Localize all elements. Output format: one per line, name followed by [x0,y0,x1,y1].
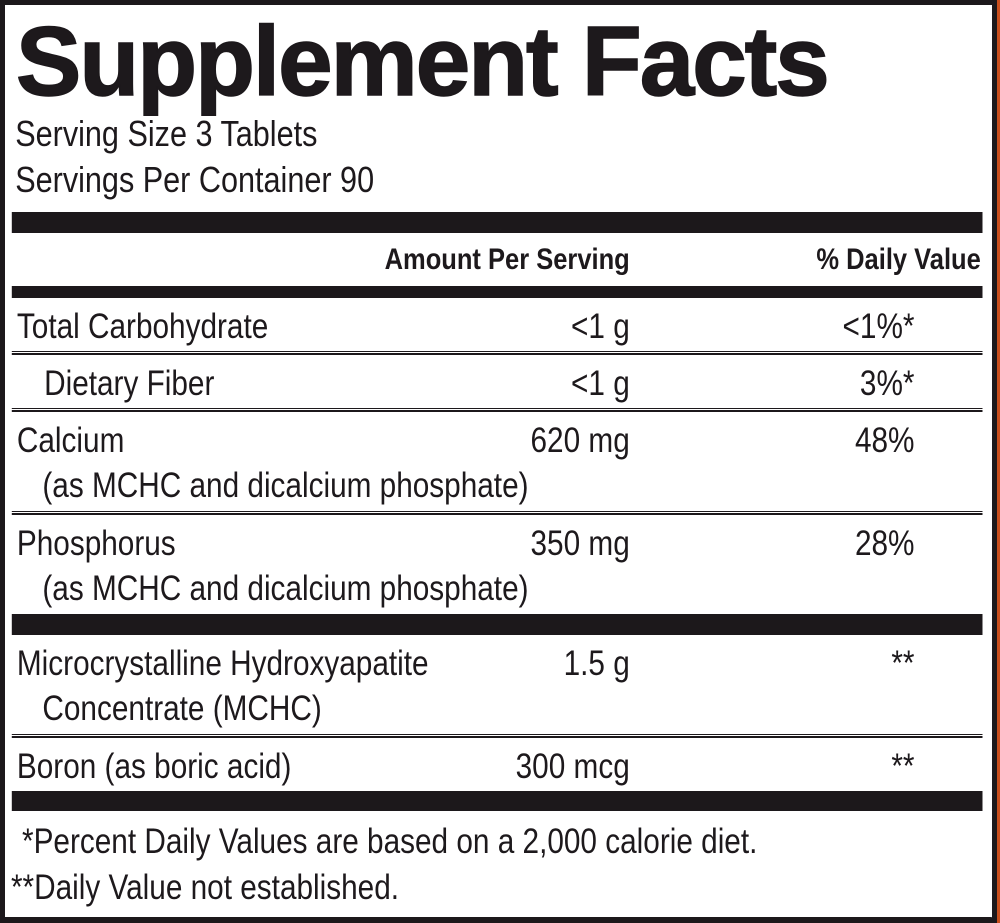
nutrient-row-line [12,362,983,406]
nutrient-row-line [12,745,983,789]
nutrient-row [12,738,983,791]
nutrient-name: Calcium [16,421,125,460]
nutrient-name: Microcrystalline Hydroxyapatite [16,644,429,683]
amount-value: 350 mg [530,524,630,563]
amount-value: 1.5 g [563,644,630,683]
nutrient-row-line [12,522,983,566]
nutrient-row-line [12,305,983,349]
amount-value: <1 g [571,364,630,403]
label-content [5,6,992,923]
nutrient-row-line [12,642,983,686]
nutrient-row [12,412,983,511]
daily-value-header: % Daily Value [816,243,981,276]
daily-value-value: 3%* [859,364,915,403]
amount-value: <1 g [571,307,630,346]
column-headers [12,233,983,286]
nutrient-row [12,635,983,734]
nutrient-table-section-2 [12,635,983,791]
nutrient-source-note: (as MCHC and dicalcium phosphate) [42,569,529,608]
daily-value-value: ** [891,644,915,683]
amount-per-serving-header: Amount Per Serving [384,243,630,276]
serving-size: Serving Size 3 Tablets [15,113,318,154]
footnote-daily-values: *Percent Daily Values are based on a 2,000 calorie diet. [22,822,758,861]
daily-value-value: 28% [854,524,915,563]
title-row [16,6,992,116]
nutrient-source-note: Concentrate (MCHC) [42,689,322,728]
amount-value: 300 mcg [515,747,630,786]
nutrient-row [12,298,983,351]
footnotes [5,811,992,911]
nutrient-row [12,515,983,614]
header-separator-bar [12,286,983,298]
thick-bar-lower [12,791,983,811]
bottom-bar [5,917,992,923]
nutrient-name: Total Carbohydrate [16,307,269,346]
daily-value-value: ** [891,747,915,786]
nutrient-source-note: (as MCHC and dicalcium phosphate) [42,466,529,505]
nutrient-name: Phosphorus [16,524,176,563]
label-title: Supplement Facts [16,6,828,116]
footnote-not-established: **Daily Value not established. [10,868,400,907]
thick-bar-middle [12,614,983,635]
nutrient-row [12,355,983,408]
amount-value: 620 mg [530,421,630,460]
nutrient-row-line [12,419,983,463]
nutrient-table-section-1 [12,298,983,614]
nutrient-name: Boron (as boric acid) [16,747,292,786]
daily-value-value: <1%* [842,307,915,346]
thick-bar-top [12,212,983,233]
nutrient-name: Dietary Fiber [44,364,215,403]
daily-value-value: 48% [854,421,915,460]
servings-per-container: Servings Per Container 90 [15,159,375,200]
